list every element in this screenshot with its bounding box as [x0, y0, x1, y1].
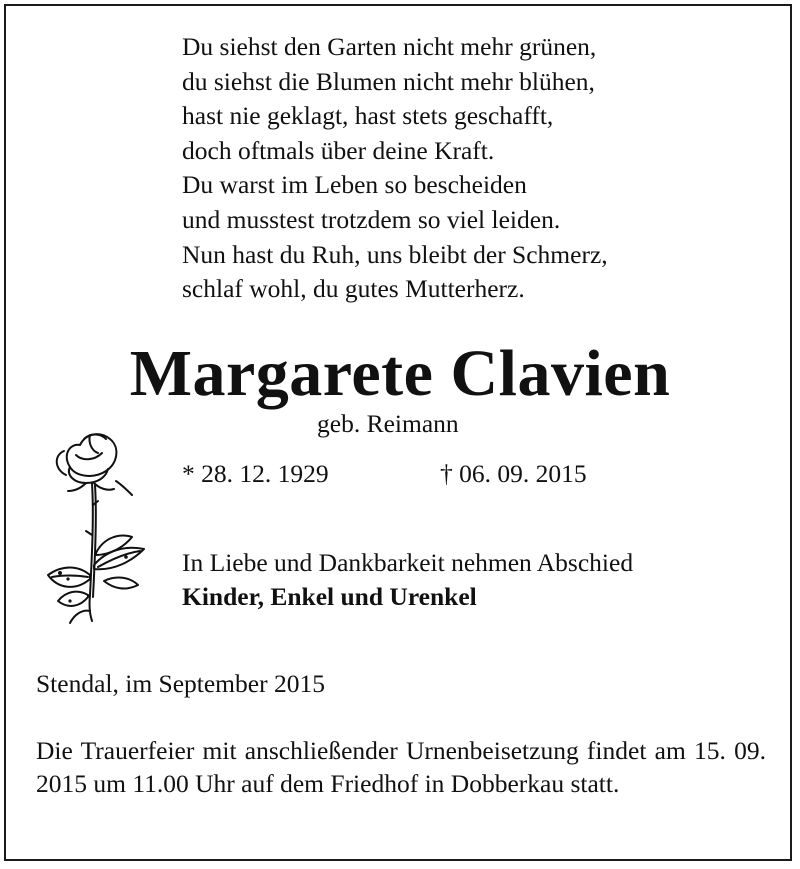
- deceased-name: Margarete Clavien: [129, 337, 671, 410]
- poem-line: hast nie geklagt, hast stets geschafft,: [182, 101, 554, 131]
- poem-line: Nun hast du Ruh, uns bleibt der Schmerz,: [182, 239, 608, 269]
- place-and-date: Stendal, im September 2015: [36, 669, 325, 698]
- poem-line: doch oftmals über deine Kraft.: [182, 135, 495, 165]
- poem-line: Du siehst den Garten nicht mehr grünen,: [182, 32, 597, 61]
- poem-line: du siehst die Blumen nicht mehr blühen,: [182, 66, 595, 96]
- farewell-text: In Liebe und Dankbarkeit nehmen Abschied: [182, 548, 634, 577]
- poem-line: und musstest trotzdem so viel leiden.: [182, 204, 561, 234]
- memorial-poem: [182, 30, 608, 307]
- poem-line: Du warst im Leben so bescheiden: [182, 170, 527, 200]
- mourners-names: Kinder, Enkel und Urenkel: [182, 582, 477, 611]
- birth-date: * 28. 12. 1929: [182, 459, 329, 488]
- rose-icon: [40, 425, 155, 625]
- maiden-name: geb. Reimann: [317, 409, 459, 438]
- poem-line: schlaf wohl, du gutes Mutterherz.: [182, 274, 525, 304]
- death-date: † 06. 09. 2015: [440, 459, 587, 488]
- funeral-service-note: Die Trauerfeier mit anschließender Urnenbeisetzung findet am 15. 09. 2015 um 11.00 Uhr auf dem Friedhof in Dobberkau statt.: [36, 736, 766, 798]
